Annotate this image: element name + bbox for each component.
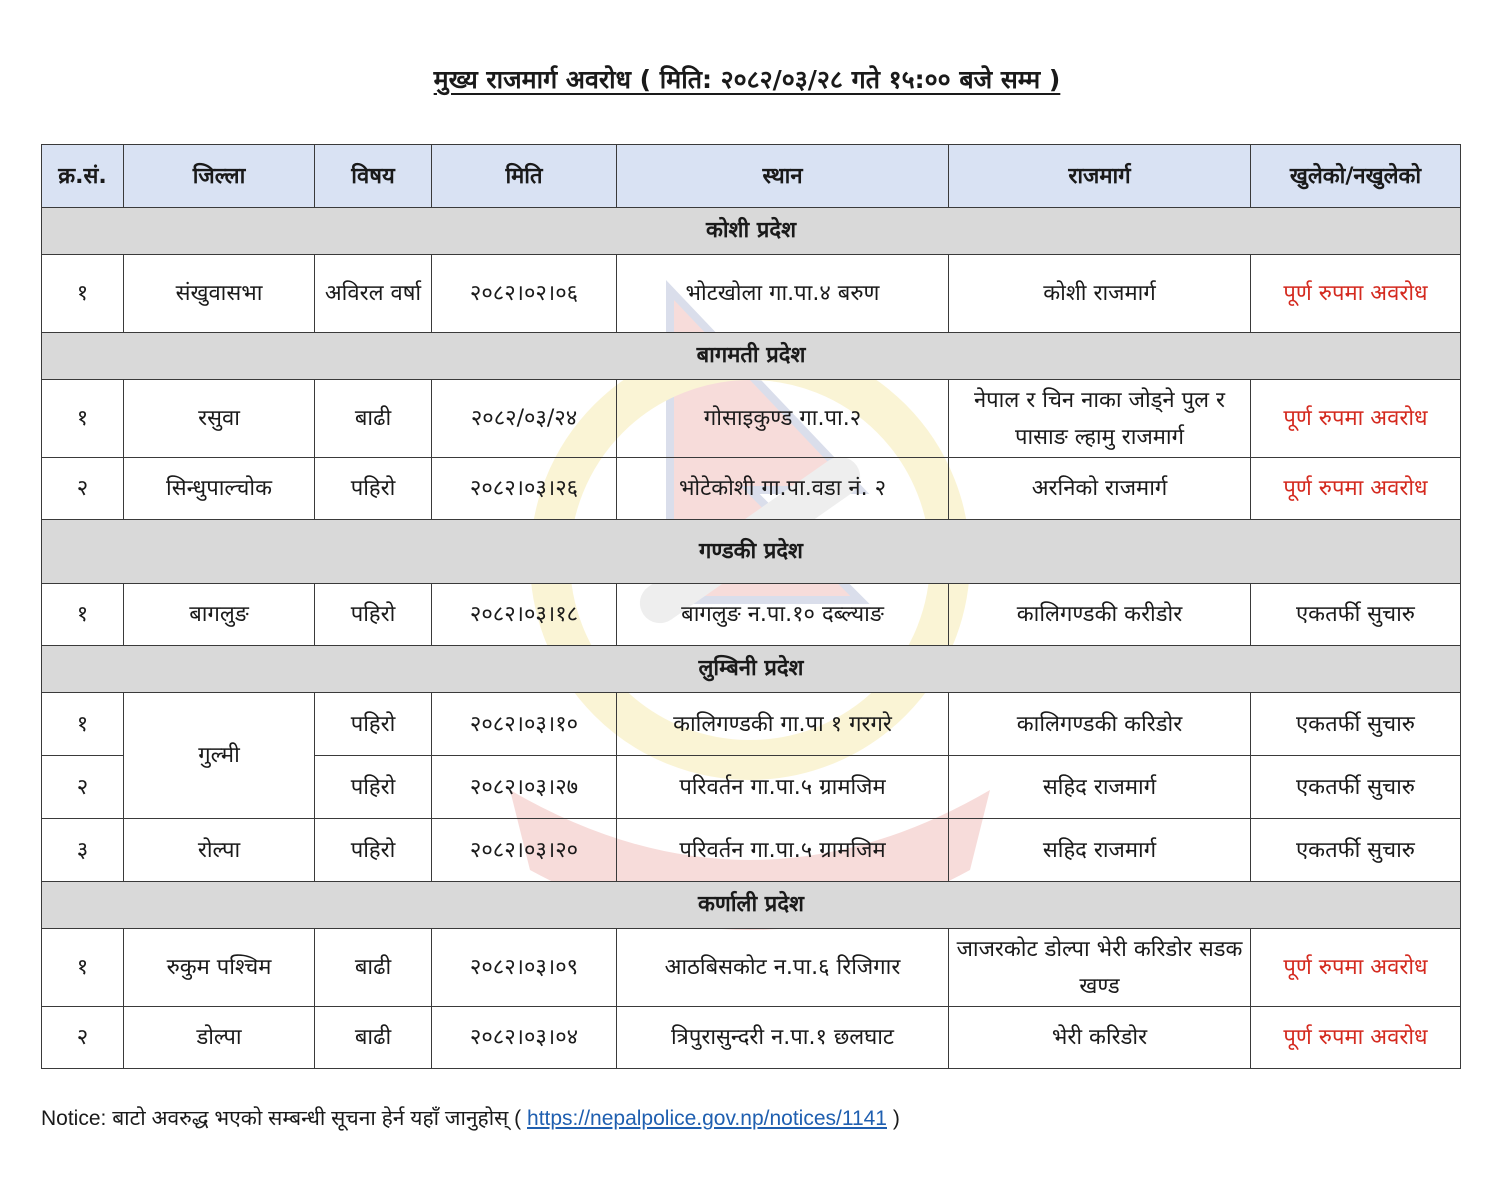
table-row bbox=[42, 380, 1461, 458]
status-cell: पूर्ण रुपमा अवरोध bbox=[1251, 458, 1461, 520]
date-cell: २०८२।०३।२६ bbox=[432, 458, 617, 520]
place-cell: आठबिसकोट न.पा.६ रिजिगार bbox=[617, 929, 949, 1007]
district-cell: सिन्धुपाल्चोक bbox=[124, 458, 315, 520]
place-cell: कालिगण्डकी गा.पा १ गरगरे bbox=[617, 693, 949, 756]
table-row bbox=[42, 819, 1461, 882]
district-cell: डोल्पा bbox=[124, 1007, 315, 1069]
notice-text: Notice: बाटो अवरुद्ध भएको सम्बन्धी सूचना हेर्न यहाँ जानुहोस् ( bbox=[41, 1107, 522, 1130]
date-cell: २०८२/०३/२४ bbox=[432, 380, 617, 458]
highway-cell: सहिद राजमार्ग bbox=[949, 819, 1251, 882]
header-highway: राजमार्ग bbox=[949, 145, 1251, 208]
status-cell: एकतर्फी सुचारु bbox=[1251, 693, 1461, 756]
table-row bbox=[42, 929, 1461, 1007]
status-cell: पूर्ण रुपमा अवरोध bbox=[1251, 380, 1461, 458]
district-cell: गुल्मी bbox=[124, 693, 315, 819]
header-district: जिल्ला bbox=[124, 145, 315, 208]
subject-cell: पहिरो bbox=[315, 584, 432, 646]
table-row bbox=[42, 693, 1461, 756]
place-cell: त्रिपुरासुन्दरी न.पा.१ छलघाट bbox=[617, 1007, 949, 1069]
sn-cell: २ bbox=[42, 1007, 124, 1069]
notice-line bbox=[41, 1104, 900, 1132]
header-place: स्थान bbox=[617, 145, 949, 208]
place-cell: गोसाइकुण्ड गा.पा.२ bbox=[617, 380, 949, 458]
date-cell: २०८२।०३।२० bbox=[432, 819, 617, 882]
date-cell: २०८२।०२।०६ bbox=[432, 255, 617, 333]
date-cell: २०८२।०३।०९ bbox=[432, 929, 617, 1007]
highway-cell: अरनिको राजमार्ग bbox=[949, 458, 1251, 520]
header-date: मिति bbox=[432, 145, 617, 208]
header-subject: विषय bbox=[315, 145, 432, 208]
date-cell: २०८२।०३।१८ bbox=[432, 584, 617, 646]
subject-cell: बाढी bbox=[315, 929, 432, 1007]
sn-cell: १ bbox=[42, 584, 124, 646]
status-cell: एकतर्फी सुचारु bbox=[1251, 756, 1461, 819]
table-header-row bbox=[42, 145, 1461, 208]
province-row-koshi bbox=[42, 208, 1461, 255]
highway-obstruction-table bbox=[41, 144, 1461, 1069]
place-cell: भोटखोला गा.पा.४ बरुण bbox=[617, 255, 949, 333]
sn-cell: २ bbox=[42, 756, 124, 819]
district-cell: संखुवासभा bbox=[124, 255, 315, 333]
district-cell: बागलुङ bbox=[124, 584, 315, 646]
place-cell: बागलुङ न.पा.१० दब्ल्याङ bbox=[617, 584, 949, 646]
subject-cell: बाढी bbox=[315, 1007, 432, 1069]
province-row-gandaki bbox=[42, 520, 1461, 584]
province-name: कोशी प्रदेश bbox=[42, 208, 1461, 255]
place-cell: परिवर्तन गा.पा.५ ग्रामजिम bbox=[617, 819, 949, 882]
subject-cell: पहिरो bbox=[315, 756, 432, 819]
notice-link[interactable]: https://nepalpolice.gov.np/notices/1141 bbox=[527, 1107, 887, 1130]
notice-close-paren: ) bbox=[892, 1107, 900, 1130]
place-cell: भोटेकोशी गा.पा.वडा नं. २ bbox=[617, 458, 949, 520]
date-cell: २०८२।०३।०४ bbox=[432, 1007, 617, 1069]
table-row bbox=[42, 458, 1461, 520]
sn-cell: १ bbox=[42, 380, 124, 458]
province-row-bagmati bbox=[42, 333, 1461, 380]
highway-cell: भेरी करिडोर bbox=[949, 1007, 1251, 1069]
header-sn: क्र.सं. bbox=[42, 145, 124, 208]
table-row bbox=[42, 1007, 1461, 1069]
province-row-lumbini bbox=[42, 646, 1461, 693]
highway-cell: कालिगण्डकी करिडोर bbox=[949, 693, 1251, 756]
date-cell: २०८२।०३।२७ bbox=[432, 756, 617, 819]
subject-cell: पहिरो bbox=[315, 819, 432, 882]
header-status: खुलेको/नखुलेको bbox=[1251, 145, 1461, 208]
place-cell: परिवर्तन गा.पा.५ ग्रामजिम bbox=[617, 756, 949, 819]
date-cell: २०८२।०३।१० bbox=[432, 693, 617, 756]
province-name: लुम्बिनी प्रदेश bbox=[42, 646, 1461, 693]
district-cell: रसुवा bbox=[124, 380, 315, 458]
sn-cell: १ bbox=[42, 929, 124, 1007]
status-cell: पूर्ण रुपमा अवरोध bbox=[1251, 929, 1461, 1007]
subject-cell: बाढी bbox=[315, 380, 432, 458]
highway-cell: कोशी राजमार्ग bbox=[949, 255, 1251, 333]
sn-cell: १ bbox=[42, 693, 124, 756]
province-name: बागमती प्रदेश bbox=[42, 333, 1461, 380]
subject-cell: पहिरो bbox=[315, 458, 432, 520]
province-name: कर्णाली प्रदेश bbox=[42, 882, 1461, 929]
province-name: गण्डकी प्रदेश bbox=[42, 520, 1461, 584]
status-cell: पूर्ण रुपमा अवरोध bbox=[1251, 1007, 1461, 1069]
province-row-karnali bbox=[42, 882, 1461, 929]
highway-cell: कालिगण्डकी करीडोर bbox=[949, 584, 1251, 646]
status-cell: पूर्ण रुपमा अवरोध bbox=[1251, 255, 1461, 333]
sn-cell: १ bbox=[42, 255, 124, 333]
table-row bbox=[42, 584, 1461, 646]
status-cell: एकतर्फी सुचारु bbox=[1251, 584, 1461, 646]
district-cell: रुकुम पश्चिम bbox=[124, 929, 315, 1007]
status-cell: एकतर्फी सुचारु bbox=[1251, 819, 1461, 882]
sn-cell: २ bbox=[42, 458, 124, 520]
subject-cell: पहिरो bbox=[315, 693, 432, 756]
highway-cell: सहिद राजमार्ग bbox=[949, 756, 1251, 819]
district-cell: रोल्पा bbox=[124, 819, 315, 882]
sn-cell: ३ bbox=[42, 819, 124, 882]
table-row bbox=[42, 255, 1461, 333]
subject-cell: अविरल वर्षा bbox=[315, 255, 432, 333]
highway-cell: जाजरकोट डोल्पा भेरी करिडोर सडक खण्ड bbox=[949, 929, 1251, 1007]
highway-cell: नेपाल र चिन नाका जोड्ने पुल र पासाङ ल्हामु राजमार्ग bbox=[949, 380, 1251, 458]
page-title: मुख्य राजमार्ग अवरोध ( मिति: २०८२/०३/२८ गते १५:०० बजे सम्म ) bbox=[433, 65, 1061, 94]
